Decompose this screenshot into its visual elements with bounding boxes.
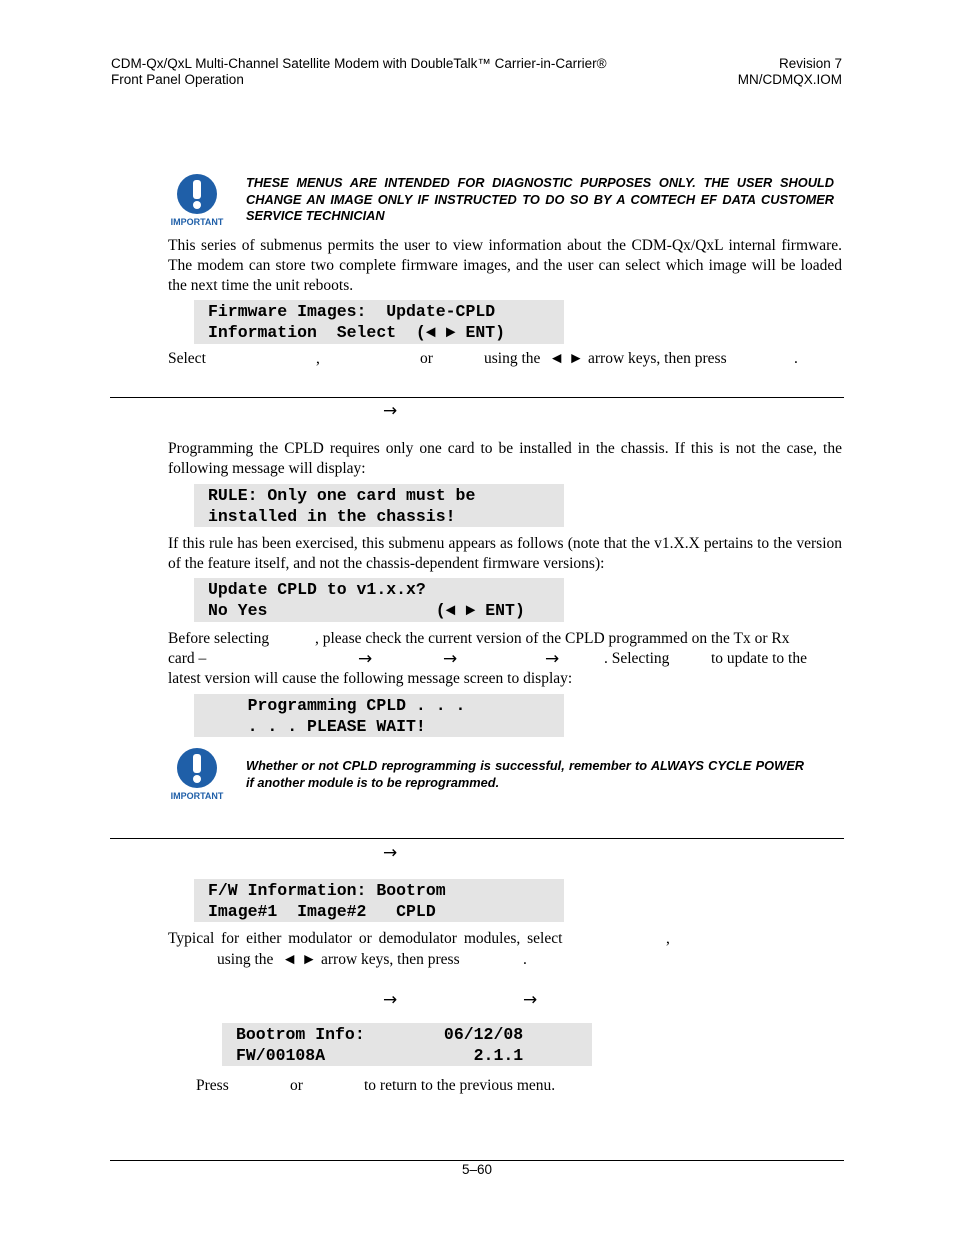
select-instruction bbox=[0, 349, 954, 369]
submenu-paragraph: If this rule has been exercised, this submenu appears as follows (note that the v1.X.X pertains to the version of the feature itself, and not the chassis-dependent firmware versions): bbox=[168, 535, 842, 572]
right-arrow-icon: → bbox=[523, 990, 538, 1010]
arrow-keys-glyph: ◄ ► bbox=[549, 350, 584, 367]
lcd-line-1: Firmware Images: Update-CPLD bbox=[208, 302, 496, 321]
text-fragment: , bbox=[316, 350, 320, 367]
text-fragment: using the bbox=[217, 951, 274, 968]
lcd-fw-information bbox=[194, 879, 564, 922]
header-title: CDM-Qx/QxL Multi-Channel Satellite Modem with DoubleTalk™ Carrier-in-Carrier® bbox=[111, 56, 607, 71]
typical-select-line-1 bbox=[0, 929, 954, 949]
lcd-line-1: F/W Information: Bootrom bbox=[208, 881, 446, 900]
right-arrow-icon: → bbox=[383, 990, 398, 1010]
text-fragment: to return to the previous menu. bbox=[364, 1077, 556, 1094]
important-icon bbox=[167, 746, 227, 807]
text-fragment: or bbox=[290, 1077, 303, 1094]
text-fragment: arrow keys, then press bbox=[321, 951, 460, 968]
text-fragment: or bbox=[420, 350, 433, 367]
press-return-line bbox=[0, 1076, 954, 1096]
intro-paragraph: This series of submenus permits the user to view information about the CDM-Qx/QxL internal firmware. The modem can store two complete firmware images, and the user can select which image will be loaded the next time the unit reboots. bbox=[168, 237, 842, 294]
footer-divider bbox=[110, 1160, 844, 1161]
lcd-line-2: FW/00108A 2.1.1 bbox=[236, 1046, 524, 1065]
text-fragment: . bbox=[523, 951, 527, 968]
right-arrow-icon: → bbox=[358, 649, 373, 669]
important-icon-label: IMPORTANT bbox=[170, 791, 224, 801]
section-divider bbox=[110, 397, 844, 398]
text-fragment: , please check the current version of the CPLD programmed on the Tx or Rx bbox=[315, 630, 790, 647]
lcd-line-1: RULE: Only one card must be bbox=[208, 486, 476, 505]
text-fragment: using the bbox=[484, 350, 541, 367]
lcd-firmware-images bbox=[194, 300, 564, 344]
header-subtitle: Front Panel Operation bbox=[111, 72, 244, 87]
text-fragment: , bbox=[666, 930, 670, 947]
lcd-update-cpld bbox=[194, 578, 564, 622]
right-arrow-icon: → bbox=[443, 649, 458, 669]
lcd-line-2: No Yes (◄ ► ENT) bbox=[208, 601, 525, 620]
text-fragment: . bbox=[794, 350, 798, 367]
lcd-programming-cpld bbox=[194, 694, 564, 737]
lcd-line-1: Bootrom Info: 06/12/08 bbox=[236, 1025, 524, 1044]
arrow-keys-glyph: ◄ ► bbox=[282, 951, 317, 968]
before-selecting-line-2 bbox=[0, 649, 954, 669]
cpld-requirement-paragraph: Programming the CPLD requires only one card to be installed in the chassis. If this is not the case, the following message will display: bbox=[168, 440, 842, 477]
lcd-rule-message bbox=[194, 484, 564, 527]
typical-select-line-2 bbox=[0, 950, 954, 970]
diagnostic-note: THESE MENUS ARE INTENDED FOR DIAGNOSTIC PURPOSES ONLY. THE USER SHOULD CHANGE AN IMAGE ONLY IF INSTRUCTED TO DO SO BY A COMTECH EF DATA CUSTOMER SERVICE TECHNICIAN bbox=[246, 175, 834, 223]
right-arrow-icon: → bbox=[383, 401, 398, 421]
lcd-line-1: Programming CPLD . . . bbox=[208, 696, 466, 715]
right-arrow-icon: → bbox=[383, 843, 398, 863]
lcd-line-2: Information Select (◄ ► ENT) bbox=[208, 323, 506, 342]
lcd-line-1: Update CPLD to v1.x.x? bbox=[208, 580, 426, 599]
text-fragment: to update to the bbox=[711, 650, 807, 667]
lcd-bootrom-info bbox=[222, 1023, 592, 1066]
right-arrow-icon: → bbox=[545, 649, 560, 669]
important-icon-label: IMPORTANT bbox=[170, 217, 224, 227]
text-fragment: Before selecting bbox=[168, 630, 270, 647]
lcd-line-2: Image#1 Image#2 CPLD bbox=[208, 902, 436, 921]
text-fragment: Press bbox=[196, 1077, 229, 1094]
text-fragment: Select bbox=[168, 350, 206, 367]
cycle-power-note: Whether or not CPLD reprogramming is successful, remember to ALWAYS CYCLE POWER if another module is to be reprogrammed. bbox=[246, 758, 804, 790]
before-selecting-line-1 bbox=[0, 629, 954, 649]
lcd-line-2: installed in the chassis! bbox=[208, 507, 456, 526]
header-revision: Revision 7 bbox=[778, 56, 842, 71]
text-fragment: arrow keys, then press bbox=[588, 350, 727, 367]
text-fragment: . Selecting bbox=[604, 650, 670, 667]
text-fragment: card – bbox=[168, 650, 207, 667]
lcd-line-2: . . . PLEASE WAIT! bbox=[208, 717, 426, 736]
important-icon bbox=[167, 172, 227, 233]
before-selecting-line-3: latest version will cause the following message screen to display: bbox=[168, 670, 573, 687]
section-divider bbox=[110, 838, 844, 839]
page-number: 5–60 bbox=[461, 1162, 493, 1177]
header-doc-number: MN/CDMQX.IOM bbox=[737, 72, 842, 87]
text-fragment: Typical for either modulator or demodulator modules, select bbox=[168, 930, 563, 947]
